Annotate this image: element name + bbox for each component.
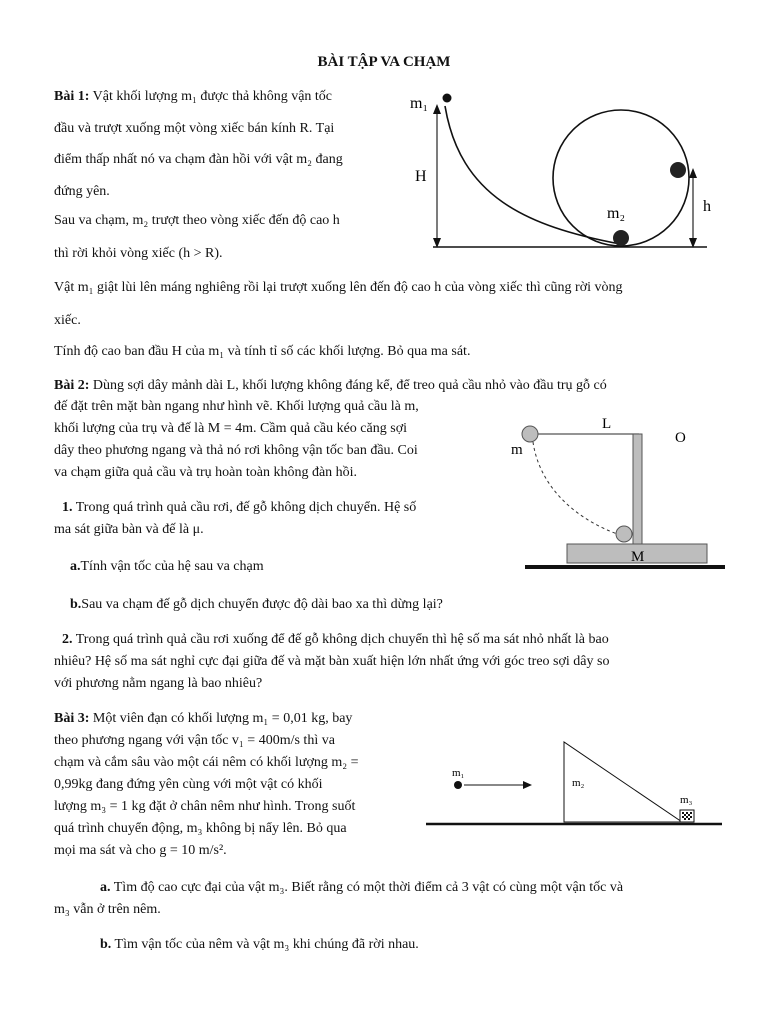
bai1-line: thì rời khỏi vòng xiếc (h > R). [54, 246, 223, 261]
bai2-q2-line: Trong quá trình quả cầu rơi xuống để đế gỗ không dịch chuyển thì hệ số ma sát nhỏ nhất là bao [75, 632, 609, 647]
bai1-line: xiếc. [54, 313, 81, 328]
bai3-qb-label: b. [100, 937, 112, 952]
bai2-qa: Tính vận tốc của hệ sau va chạm [80, 559, 264, 574]
fig1-label-m1: m₁ [410, 95, 429, 112]
bai1-line: Sau va chạm, m₂ trượt theo vòng xiếc đến độ cao h [54, 213, 340, 228]
fig2-ball-start [522, 426, 538, 442]
bai1-label: Bài 1: [54, 89, 90, 104]
bai3-line: Một viên đạn có khối lượng m₁ = 0,01 kg, bay [92, 711, 353, 726]
fig1-label-H: H [415, 168, 427, 185]
bai3-line: quá trình chuyển động, m₃ không bị nẩy lên. Bỏ qua [54, 821, 347, 836]
bai2-q1-num: 1. [62, 500, 73, 515]
fig1-h-arrowhead [689, 168, 697, 178]
bai1-line: đầu và trượt xuống một vòng xiếc bán kính R. Tại [54, 121, 335, 136]
fig3-label-m3: m₃ [680, 794, 693, 806]
bai3-line: mọi ma sát và cho g = 10 m/s². [54, 843, 227, 858]
figure-pendulum [505, 410, 727, 576]
bai2-qa-label: a. [70, 559, 81, 574]
bai1-line: điểm thấp nhất nó va chạm đàn hồi với vật m₂ đang [54, 152, 343, 167]
fig1-loop-circle [553, 110, 689, 246]
fig2-label-O: O [675, 430, 686, 446]
bai3-qa-label: a. [100, 880, 111, 895]
bai2-line: khối lượng của trụ và đế là M = 4m. Cầm quả cầu kéo căng sợi [54, 421, 407, 436]
bai2-q2-line: với phương nằm ngang là bao nhiêu? [54, 676, 263, 691]
bai2-q2-line: nhiêu? Hệ số ma sát nghỉ cực đại giữa đế và mặt bàn xuất hiện lớn nhất ứng với góc treo sợi dây so [54, 654, 610, 669]
fig2-label-L: L [602, 416, 612, 432]
fig1-ramp [445, 106, 620, 244]
fig1-label-m2: m₂ [607, 205, 626, 222]
page-title: BÀI TẬP VA CHẠM [317, 54, 451, 70]
fig3-bullet [454, 781, 462, 789]
fig2-label-M: M [631, 549, 645, 565]
figure-wedge [424, 738, 724, 830]
bai2-line: dây theo phương ngang và thả nó rơi không vận tốc ban đầu. Coi [54, 443, 418, 458]
bai2-qb-label: b. [70, 597, 82, 612]
fig2-post [633, 434, 642, 544]
fig3-arrowhead [523, 781, 532, 789]
bai3-qa-line: Tìm độ cao cực đại của vật m₃. Biết rằng có một thời điểm cả 3 vật có cùng một vận tốc và [113, 880, 624, 895]
bai3-line: chạm và cắm sâu vào một cái nêm có khối lượng m₂ = [54, 755, 359, 770]
fig1-ball-m1 [443, 94, 452, 103]
bai2-line: va chạm giữa quả cầu và trụ hoàn toàn không đàn hồi. [54, 465, 358, 480]
bai3-line: theo phương ngang với vận tốc v₁ = 400m/s thì va [54, 733, 335, 748]
fig1-ball-m2-top [670, 162, 686, 178]
bai1-text [54, 86, 399, 107]
fig2-label-m: m [511, 442, 523, 458]
fig3-label-m2: m₂ [572, 777, 585, 789]
fig2-path [533, 442, 623, 536]
bai2-label: Bài 2: [54, 378, 90, 393]
fig1-label-h: h [703, 198, 711, 215]
bai2-q1-line: ma sát giữa bàn và đế là μ. [54, 522, 204, 537]
bai2-line: Dùng sợi dây mảnh dài L, khối lượng không đáng kể, để treo quả cầu nhỏ vào đầu trụ gỗ có [92, 378, 607, 393]
figure-loop [405, 86, 725, 256]
bai3-line: 0,99kg đang đứng yên cùng với một vật có khối [54, 777, 323, 792]
bai3-qb: Tìm vận tốc của nêm và vật m₃ khi chúng đã rời nhau. [114, 937, 419, 952]
fig1-H-arrowhead [433, 104, 441, 114]
bai2-q2-num: 2. [62, 632, 73, 647]
fig2-ball-end [616, 526, 632, 542]
bai1-line: đứng yên. [54, 184, 110, 199]
bai1-line: Tính độ cao ban đầu H của m₁ và tính tỉ số các khối lượng. Bỏ qua ma sát. [54, 344, 471, 359]
bai2-q1-line: Trong quá trình quả cầu rơi, đế gỗ không dịch chuyển. Hệ số [75, 500, 417, 515]
bai1-line: Vật m₁ giật lùi lên máng nghiêng rồi lại trượt xuống lên đến độ cao h của vòng xiếc thì cũng rời vòng [54, 280, 623, 295]
bai1-line: Vật khối lượng m₁ được thả không vận tốc [92, 89, 333, 104]
bai2-line: đế đặt trên mặt bàn ngang như hình vẽ. Khối lượng quả cầu là m, [54, 399, 419, 414]
bai3-label: Bài 3: [54, 711, 90, 726]
bai3-line: lượng m₃ = 1 kg đặt ở chân nêm như hình. Trong suốt [54, 799, 356, 814]
bai3-qa-line: m₃ vẫn ở trên nêm. [54, 902, 161, 917]
fig3-label-m1: m₁ [452, 767, 465, 779]
bai2-qb: Sau va chạm đế gỗ dịch chuyển được độ dài bao xa thì dừng lại? [81, 597, 443, 612]
fig1-ball-m2 [613, 230, 629, 246]
